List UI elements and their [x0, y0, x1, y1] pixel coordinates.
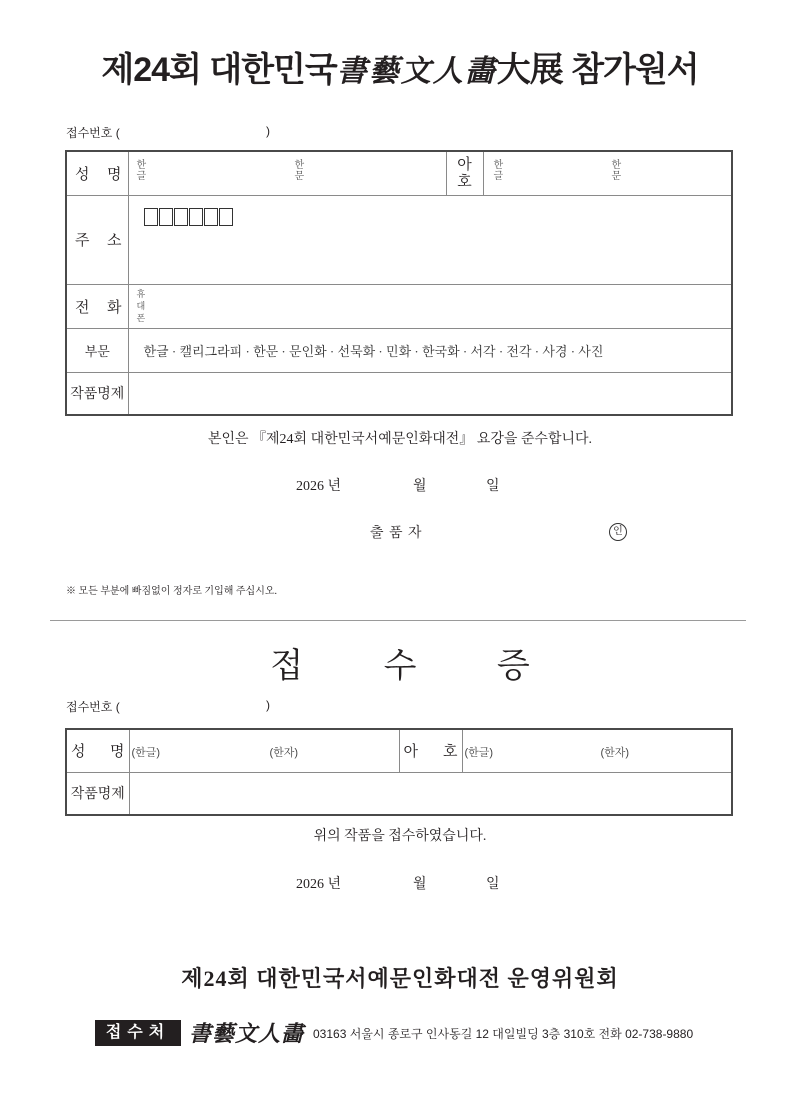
- title-prefix: 제24회 대한민국: [101, 51, 337, 89]
- phone-input-cell[interactable]: [128, 284, 732, 328]
- postcode-box[interactable]: [174, 208, 188, 226]
- reception-address: 03163 서울시 종로구 인사동길 12 대일빌딩 3층 310호 전화 02-738-9880: [313, 1027, 694, 1041]
- address-label-char-1: 주: [75, 232, 90, 249]
- receipt-date-year: 2026 년: [296, 877, 342, 892]
- name-hangul-hint: 한 글: [136, 160, 147, 182]
- mobile-hint: 휴 대 폰: [136, 288, 146, 323]
- pen-name-hangul-hint: 한 글: [493, 160, 504, 182]
- pen-name-label-cell: [446, 151, 483, 195]
- postcode-box[interactable]: [144, 208, 158, 226]
- seal-mark[interactable]: 인: [609, 523, 627, 541]
- work-title-row: [66, 372, 732, 415]
- phone-label-char-1: 전: [75, 298, 90, 316]
- postcode-box[interactable]: [159, 208, 173, 226]
- date-month: 월: [413, 479, 427, 494]
- title-calligraphy-logo: 書藝文人畵: [336, 54, 497, 89]
- receipt-statement: 위의 작품을 접수하였습니다.: [313, 829, 487, 844]
- pen-name-label-char-1: 아: [457, 156, 472, 174]
- receipt-pen-name-label-cell: [399, 729, 462, 772]
- title-suffix: 大展 참가원서: [496, 51, 699, 89]
- receipt-title: 접 수 증: [270, 648, 566, 685]
- postcode-box[interactable]: [219, 208, 233, 226]
- receipt-number-close: ): [266, 124, 270, 138]
- phone-row: [66, 284, 732, 328]
- name-hanmun-hint: 한 문: [294, 160, 305, 182]
- receipt-work-title-input[interactable]: [129, 772, 732, 815]
- receipt-number-label: 접수번호 (: [66, 126, 120, 140]
- cut-line-divider: [50, 620, 746, 621]
- receipt-pen-label-char-2: 호: [443, 743, 458, 761]
- receipt-work-title-row: [66, 772, 732, 815]
- pen-name-hanmun-hint: 한 문: [611, 160, 622, 182]
- receipt-number-field[interactable]: [66, 124, 286, 140]
- receipt-number-label-2: 접수번호 (: [66, 700, 120, 714]
- applicant-label: 출 품 자: [370, 526, 423, 541]
- receipt-number-close-2: ): [266, 698, 270, 712]
- receipt-name-label-cell: [66, 729, 129, 772]
- reception-badge: 접수처: [95, 1020, 181, 1046]
- address-label-cell: [66, 195, 128, 284]
- receipt-name-hangul-hint: (한글): [131, 747, 161, 759]
- postcode-box[interactable]: [204, 208, 218, 226]
- receipt-pen-label-char-1: 아: [403, 743, 418, 761]
- receipt-name-row: [66, 729, 732, 772]
- calligraphy-logo: 書藝文人畵: [189, 1021, 305, 1047]
- category-label: 부문: [66, 328, 128, 372]
- receipt-number-field-2[interactable]: [66, 698, 286, 714]
- application-table: [65, 150, 733, 416]
- receipt-pen-hangul-hint: (한글): [464, 747, 494, 759]
- category-options[interactable]: 한글 · 캘리그라피 · 한문 · 문인화 · 선묵화 · 민화 · 한국화 · 서각 · 전각 · 사경 · 사진: [128, 328, 732, 372]
- receipt-name-input-cell[interactable]: [129, 729, 399, 772]
- pledge-text: 본인은 『제24회 대한민국서예문인화대전』 요강을 준수합니다.: [207, 432, 593, 447]
- pen-name-label-char-2: 호: [457, 173, 472, 191]
- postcode-box[interactable]: [189, 208, 203, 226]
- pen-name-input-cell[interactable]: [483, 151, 732, 195]
- receipt-table: [65, 728, 733, 816]
- phone-label-char-2: 화: [107, 298, 122, 316]
- receipt-name-label-char-2: 명: [110, 743, 125, 761]
- date-day: 일: [486, 479, 500, 494]
- name-label-char-1: 성: [75, 165, 90, 183]
- receipt-name-hanja-hint: (한자): [269, 747, 299, 759]
- date-year: 2026 년: [296, 479, 342, 494]
- category-row: [66, 328, 732, 372]
- phone-label-cell: [66, 284, 128, 328]
- receipt-pen-hanja-hint: (한자): [600, 747, 630, 759]
- address-input-cell[interactable]: [128, 195, 732, 284]
- receipt-pen-name-input-cell[interactable]: [462, 729, 732, 772]
- name-label-cell: [66, 151, 128, 195]
- instruction-note: ※ 모든 부분에 빠짐없이 정자로 기입해 주십시오.: [66, 586, 278, 597]
- work-title-input[interactable]: [128, 372, 732, 415]
- receipt-name-label-char-1: 성: [71, 743, 86, 761]
- page-title: [0, 42, 800, 91]
- address-row: [66, 195, 732, 284]
- name-row: [66, 151, 732, 195]
- receipt-date-day: 일: [486, 877, 500, 892]
- name-input-cell[interactable]: [128, 151, 446, 195]
- committee-name: 제24회 대한민국서예문인화대전 운영위원회: [181, 966, 619, 991]
- receipt-date-month: 월: [413, 877, 427, 892]
- name-label-char-2: 명: [107, 165, 122, 183]
- address-label-char-2: 소: [107, 232, 122, 249]
- postcode-boxes[interactable]: [144, 208, 233, 226]
- work-title-label: 작품명제: [66, 372, 128, 415]
- receipt-work-title-label: 작품명제: [66, 772, 129, 815]
